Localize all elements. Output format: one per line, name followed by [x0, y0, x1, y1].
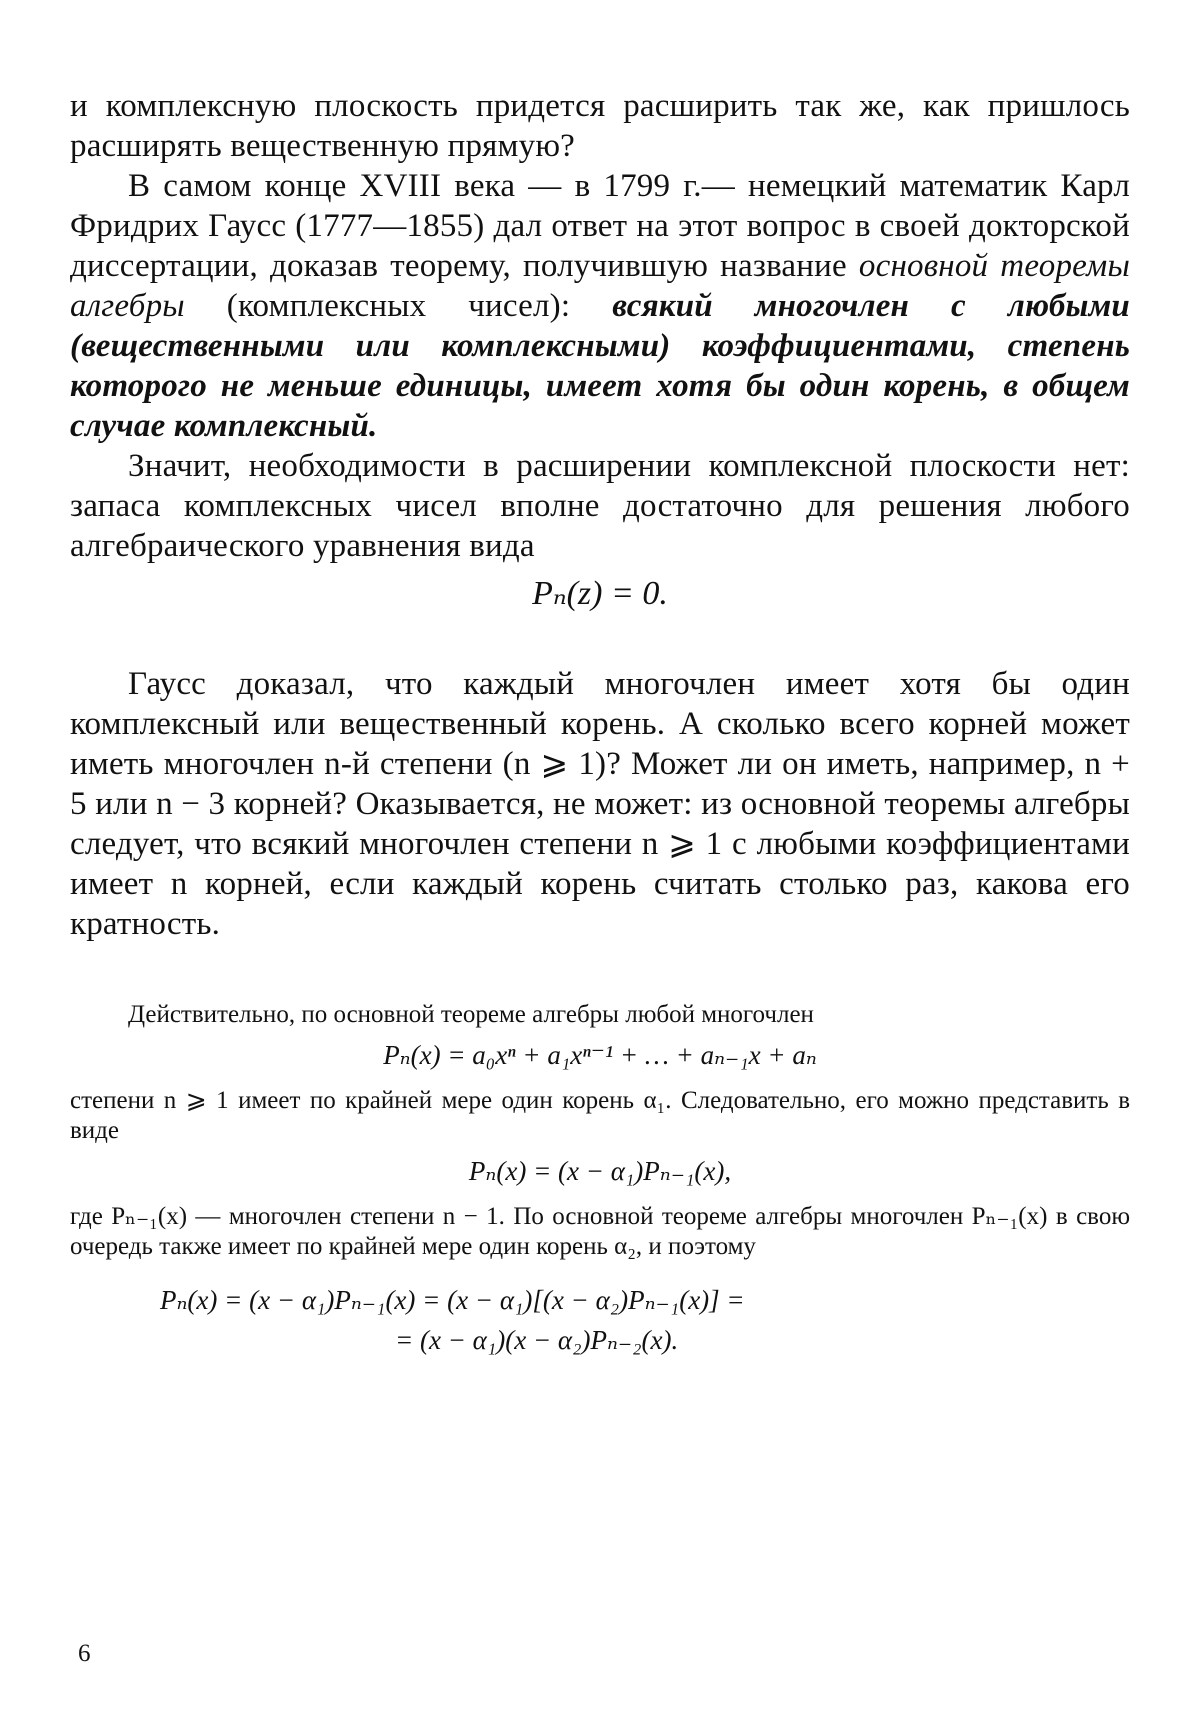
- formula-factorization: Pₙ(x) = (x − α₁)Pₙ₋₁(x),: [468, 1156, 732, 1186]
- paragraph-gauss-theorem: [70, 166, 1130, 446]
- small-paragraph-2: степени n ⩾ 1 имеет по крайней мере один корень α₁. Следовательно, его можно представить в виде: [70, 1087, 1130, 1144]
- theorem-statement: всякий многочлен с любыми (вещественными или комплексными) коэффициентами, степень которого не меньше единицы, имеет хотя бы один корень, в общем случае комплексный.: [70, 288, 1130, 444]
- formula-polynomial: Pₙ(x) = a₀xⁿ + a₁xⁿ⁻¹ + … + aₙ₋₁x + aₙ: [383, 1040, 817, 1070]
- formula-pn-z: Pₙ(z) = 0.: [532, 575, 668, 612]
- theorem-name: основной теоремы алгебры: [70, 248, 1130, 324]
- small-paragraph-1: Действительно, по основной теореме алгебры любой многочлен: [128, 1001, 814, 1028]
- paragraph-2-mid: (комплексных чисел):: [184, 288, 613, 324]
- page-number: 6: [78, 1640, 91, 1667]
- formula-double-factorization: [70, 1280, 1130, 1360]
- paragraph-4: Гаусс доказал, что каждый многочлен имеет хотя бы один комплексный или вещественный корень. А сколько всего корней может иметь многочлен n-й степени (n ⩾ 1)? Может ли он иметь, например, n + 5 или n − 3 корней? Оказывается, не может: из основной теоремы алгебры следует, что всякий многочлен степени n ⩾ 1 с любыми коэффициентами имеет n корней, если каждый корень считать столько раз, какова его кратность.: [70, 666, 1130, 942]
- paragraph-1: и комплексную плоскость придется расширить так же, как пришлось расширять вещественную прямую?: [70, 88, 1130, 164]
- paragraph-2-start: В самом конце XVIII века — в 1799 г.— немецкий математик Карл Фридрих Гаусс (1777—1855) дал ответ на этот вопрос в своей докторской диссертации, доказав теорему, получившую название: [70, 168, 1130, 284]
- small-paragraph-3: где Pₙ₋₁(x) — многочлен степени n − 1. По основной теореме алгебры многочлен Pₙ₋₁(x) в свою очередь также имеет по крайней мере один корень α₂, и поэтому: [70, 1203, 1130, 1260]
- formula-line-2: = (x − α₁)(x − α₂)Pₙ₋₂(x).: [395, 1325, 679, 1355]
- page-content: [70, 86, 1130, 1360]
- formula-line-1: Pₙ(x) = (x − α₁)Pₙ₋₁(x) = (x − α₁)[(x − α₂)Pₙ₋₁(x)] =: [160, 1285, 745, 1315]
- paragraph-3: Значит, необходимости в расширении комплексной плоскости нет: запаса комплексных чисел вполне достаточно для решения любого алгебраического уравнения вида: [70, 448, 1130, 564]
